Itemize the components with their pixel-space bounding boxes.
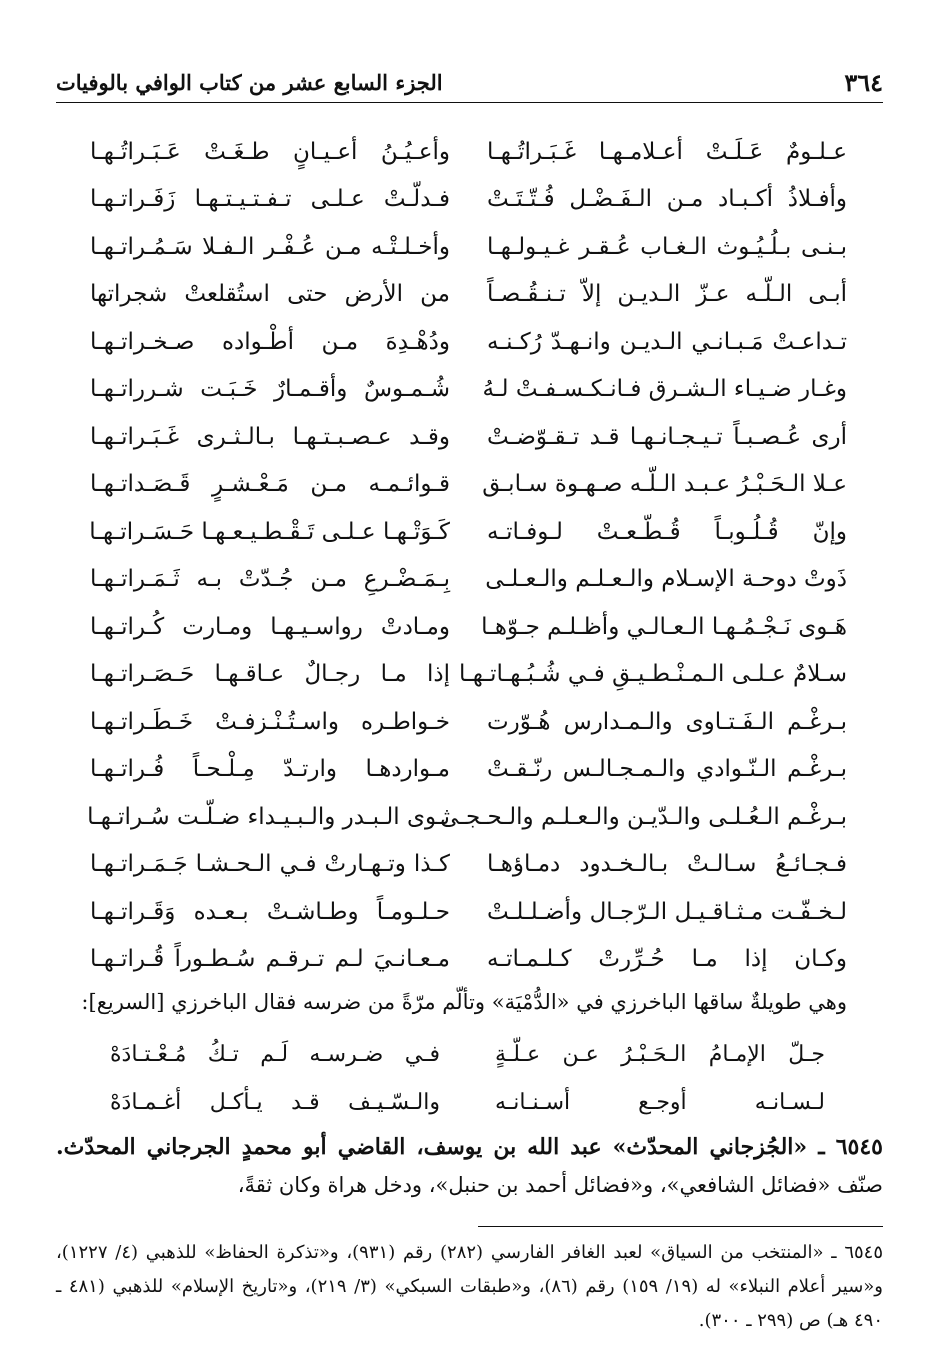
verse-line — [110, 1078, 825, 1126]
second-hemistich: والـسّـيـف قـد يـأكـل أغـمـادَهْ — [110, 1089, 440, 1115]
second-hemistich: فـدلّـتْ عـلـى تـفـتـيـتـهـا زَفَـراتـهـا — [90, 186, 450, 213]
first-hemistich: سـلامٌ عـلـى الـمـنْـطـيـقِ فـي شُـبُـهـاتـهـا — [459, 661, 847, 688]
first-hemistich: وأفـلاذُ أكـبـاد مـن الـفَـضْـل فُـتّـتَـتْ — [487, 186, 847, 213]
second-hemistich: وقـد عـصـبـتـهـا بـالـثـرى غَـبَـراتـهـا — [90, 423, 450, 450]
first-hemistich: فـجـائـعُ سـالـتْ بـالـخـدود دمـاؤهـا — [487, 851, 847, 878]
first-hemistich: ذَوتْ دوحـة الإسـلام والـعـلـم والـعـلـى — [485, 566, 847, 593]
first-hemistich: عـلـومٌ عَـلَـتْ أعـلامـهـا غَـبَـراتُـهـا — [487, 138, 847, 165]
first-hemistich: تـداعـتْ مَـبـانـي الـديـن وانـهـدّ رُكـنـه — [487, 328, 847, 355]
first-hemistich: لـسـانـه أوجـع أسـنـانـه — [495, 1089, 825, 1115]
short-poem — [110, 1030, 825, 1126]
first-hemistich: لـخـفّـت مـثـاقـيـل الـرّجـال وأضـلـلـتْ — [487, 898, 847, 925]
entry-text: صنّف «فضائل الشافعي»، و«فضائل أحمد بن حنبل»، ودخل هراة وكان ثقةً، — [237, 1173, 883, 1197]
first-hemistich: هَـوى نَـجْـمُـهـا الـعـالـي وأظـلـم جـوّهـا — [481, 613, 847, 640]
second-hemistich: مـعـانـيَ لـم تـرقـم سُـطـوراً قُـراتـهـا — [90, 946, 450, 973]
second-hemistich: قـوائـمـه مـن مَـعْـشـرٍ قَـصَـداتـهـا — [90, 471, 450, 498]
running-title: الجزء السابع عشر من كتاب الوافي بالوفيات — [56, 69, 443, 95]
verse-line — [90, 223, 847, 271]
second-hemistich: وأخـلـتْـه مـن عُـفْـر الـفـلا سَـمُـراتـهـا — [90, 233, 450, 260]
page-number: ٣٦٤ — [844, 67, 883, 97]
first-hemistich: أرى عُـصـبـاً تـيـجـانـهـا قـد تـقـوّضـتْ — [487, 423, 847, 450]
verse-line — [90, 746, 847, 794]
second-hemistich: خـواطـره واسـتُـنْـزفـتْ خَـطَـراتـهـا — [90, 708, 450, 735]
verse-line — [90, 888, 847, 936]
verse-line — [90, 366, 847, 414]
verse-line — [90, 271, 847, 319]
verse-line — [87, 793, 847, 841]
second-hemistich: ومـادتْ رواسـيـهـا ومـارت كُـراتـهـا — [90, 613, 450, 640]
second-hemistich: من الأرض حتى استُقلعتْ شجراتها — [90, 281, 450, 308]
second-hemistich: كَـوَتْـهـا عـلـى تَـقْـطـيـعـهـا حَـسَـراتـهـا — [89, 518, 450, 545]
verse-line — [90, 936, 847, 984]
first-hemistich: بـنـى بـلُـيُـوث الـغـاب عُـقـر غـيـولـهـا — [487, 233, 847, 260]
footnote-divider — [478, 1226, 883, 1227]
second-hemistich: كـذا وتـهـارتْ فـي الـحـشـا جَـمَـراتـهـا — [90, 851, 450, 878]
second-hemistich: شُـمـوسٌ وأقـمـارٌ خَـبَـت شـرراتـهـا — [90, 376, 450, 403]
second-hemistich: مـواردهـا وارتـدّ مِـلْـحـاً فُـراتـهـا — [90, 756, 450, 783]
second-hemistich: ثـوى الـبـدر والـبـيـداء ضـلّـت سُـراتـهـا — [87, 803, 450, 830]
first-hemistich: بـرغْـم الـنّـوادي والـمـجـالـس رنّـقـتْ — [487, 756, 847, 783]
footnote: ٦٥٤٥ ـ «المنتخب من السياق» لعبد الغافر الفارسي (٢٨٢) رقم (٩٣١)، و«تذكرة الحفاظ» للذهبي (٤/ ١٢٢٧)، و«سير أعلام النبلاء» له (١٩/ ١٥٩) رقم (٨٦)، و«طبقات السبكي» (٣/ ٢١٩)، و«تاريخ الإسلام» للذهبي (٤٨١ ـ ٤٩٠ هـ) ص (٢٩٩ ـ ٣٠٠). — [56, 1242, 883, 1331]
verse-line — [90, 651, 847, 699]
verse-line — [90, 841, 847, 889]
verse-line — [90, 176, 847, 224]
verse-line — [90, 698, 847, 746]
first-hemistich: وإنّ قُـلُـوبـاً قُـطّـعـتْ لـوفـاتـه — [487, 518, 847, 545]
running-header — [56, 62, 883, 103]
second-hemistich: حـلـومـاً وطـاشـتْ بـعـده وَقَـراتـهـا — [90, 898, 450, 925]
first-hemistich: عـلا الـحَـبْـرُ عـبـد الـلّـه صـهـوة سـابـق — [482, 471, 847, 498]
second-hemistich: ودُهْـدِهَ مـن أطْـواده صـخـراتـهـا — [90, 328, 450, 355]
verse-line — [90, 556, 847, 604]
elegy-poem — [87, 128, 847, 983]
first-hemistich: بـرغْـم الـعُـلـى والـدّيـن والـعـلـم والـحـجـى — [440, 803, 847, 830]
verse-line — [90, 128, 847, 176]
second-hemistich: وأعـيُـنُ أعـيـانٍ طـغَـتْ عَـبَـراتُـهـا — [90, 138, 450, 165]
first-hemistich: أبـى الـلّـه عـزّ الـديـن إلاّ تـنـقُـصـاً — [487, 281, 847, 308]
second-hemistich: بِـمَـضْـرعِ مـن جُـدّتْ بـه ثَـمَـراتـهـا — [90, 566, 450, 593]
first-hemistich: جـلّ الإمـامُ الـحَـبْـرُ عـن عـلّـةٍ — [495, 1041, 825, 1067]
entry-heading: ٦٥٤٥ ـ «الجُزجاني المحدّث» عبد الله بن يوسف، القاضي أبو محمدٍ الجرجاني المحدّث. — [56, 1134, 883, 1160]
verse-line — [90, 413, 847, 461]
verse-line — [110, 1030, 825, 1078]
verse-line — [90, 508, 847, 556]
biography-entry — [56, 1128, 883, 1204]
verse-line — [90, 461, 847, 509]
first-hemistich: وكـان إذا مـا حُـرِّرتْ كـلـمـاتـه — [487, 946, 847, 973]
prose-intro: وهي طويلةٌ ساقها الباخرزي في «الدُّمْيَة» وتألّم مرّةً من ضرسه فقال الباخرزي [السريع]: — [81, 990, 847, 1014]
verse-line — [90, 603, 847, 651]
first-hemistich: وغـار ضـيـاء الـشـرق فـانـكـسـفـتْ لـهُ — [482, 376, 847, 403]
verse-line — [90, 318, 847, 366]
second-hemistich: فـي ضـرسـه لَـم تـكُ مُـعْـتـادَهْ — [110, 1041, 440, 1067]
second-hemistich: إذا مـا رجـالٌ عـاقـهـا حَـصَـراتـهـا — [90, 661, 450, 688]
first-hemistich: بـرغْـم الـفَـتـاوى والـمـدارس هُـوّرت — [487, 708, 847, 735]
